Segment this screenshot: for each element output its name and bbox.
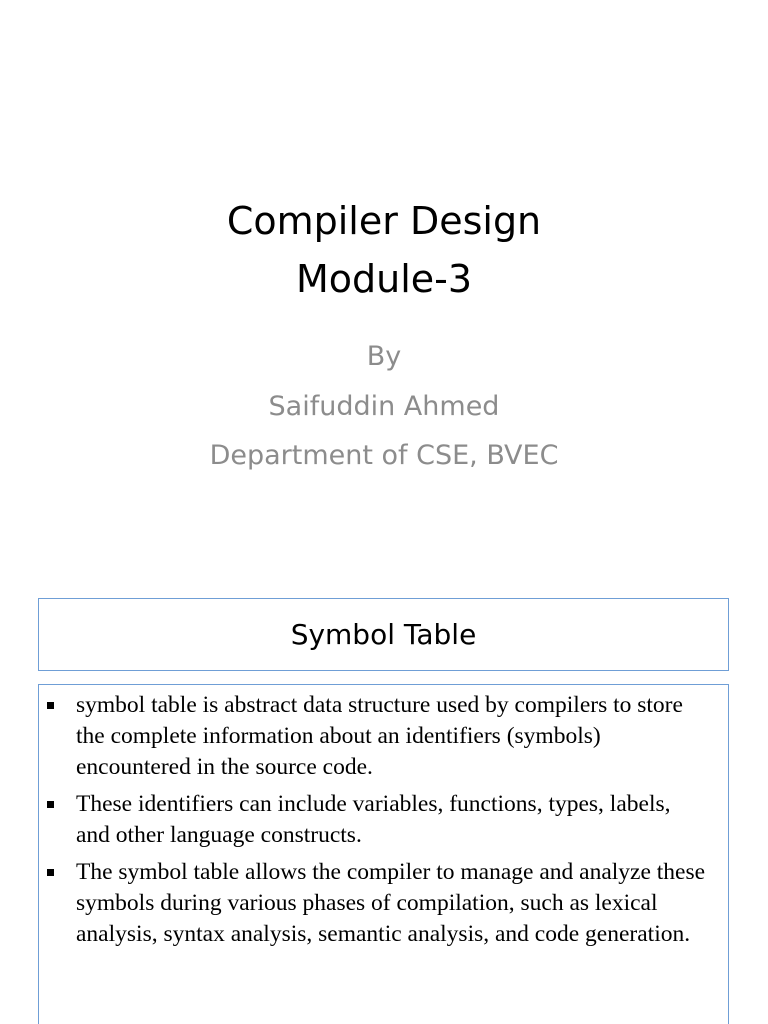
- list-item: [39, 690, 708, 783]
- bullet-list: [39, 685, 728, 950]
- slide-content-box: [38, 684, 729, 1024]
- title-slide-heading: [0, 192, 768, 308]
- slide-title: Symbol Table: [290, 618, 477, 651]
- subtitle-department: Department of CSE, BVEC: [209, 440, 559, 471]
- bullet-text: These identifiers can include variables, functions, types, labels, and other language constructs.: [76, 791, 671, 848]
- list-item: [39, 857, 708, 950]
- square-bullet-icon: [47, 801, 54, 808]
- subtitle-author: Saifuddin Ahmed: [268, 390, 500, 422]
- list-item: [39, 789, 708, 851]
- title-line-2: Module-3: [295, 257, 473, 301]
- bullet-text: symbol table is abstract data structure used by compilers to store the complete information about an identifiers (symbols) encountered in the source code.: [76, 692, 683, 780]
- title-slide-subtitle: [0, 332, 768, 481]
- title-line-1: Compiler Design: [226, 199, 542, 243]
- square-bullet-icon: [47, 869, 54, 876]
- square-bullet-icon: [47, 702, 54, 709]
- bullet-text: The symbol table allows the compiler to manage and analyze these symbols during various phases of compilation, such as lexical analysis, syntax analysis, semantic analysis, and code generation.: [76, 859, 706, 947]
- subtitle-by: By: [366, 341, 402, 372]
- slide-title-box: [38, 598, 729, 671]
